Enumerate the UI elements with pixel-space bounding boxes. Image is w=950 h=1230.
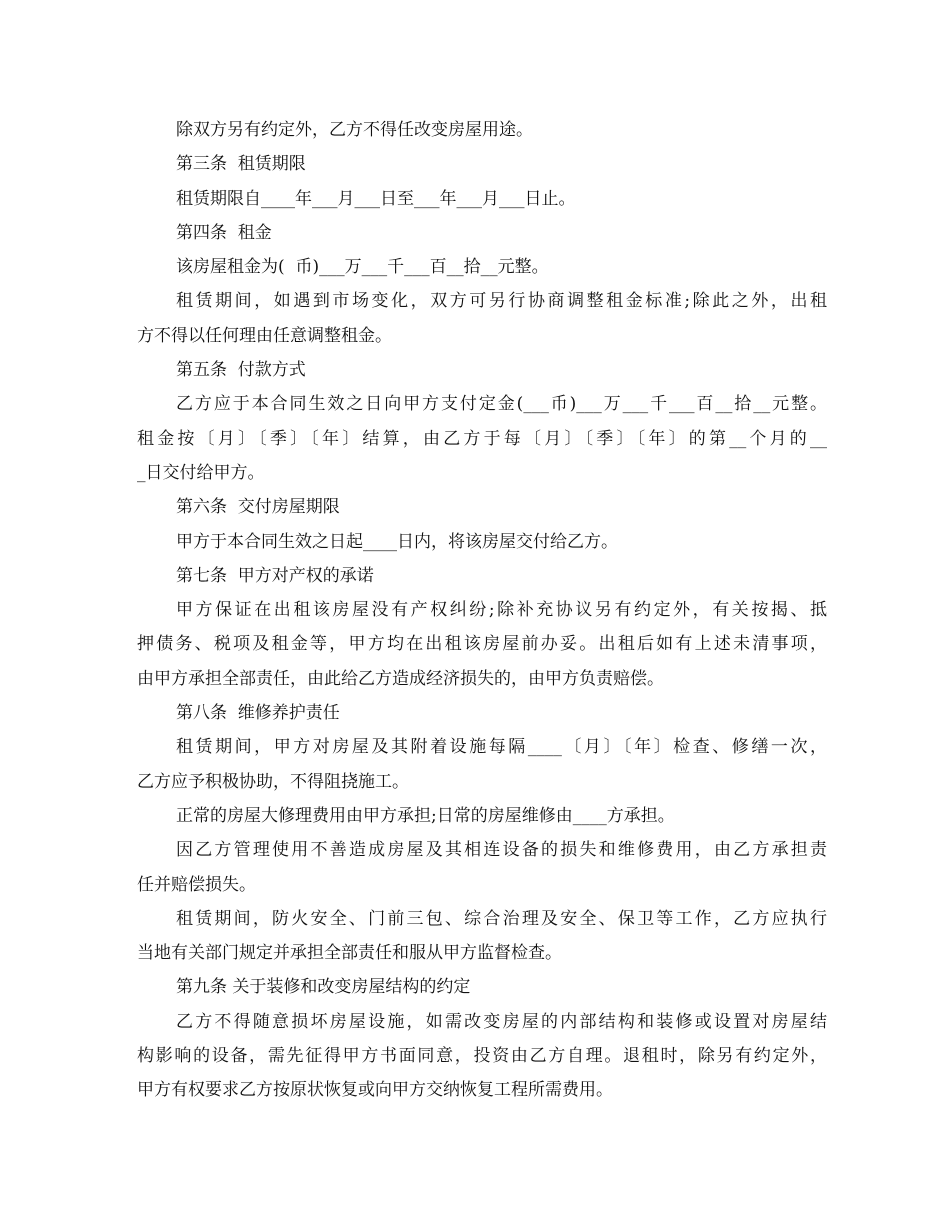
article-heading-7: 第七条 甲方对产权的承诺 xyxy=(176,565,374,586)
paragraph-line: 除双方另有约定外，乙方不得任改变房屋用途。 xyxy=(176,120,533,140)
paragraph-line: 乙方应于本合同生效之日向甲方支付定金(___币)___万___千___百__拾__元整。 xyxy=(176,394,827,415)
paragraph-line: 租金按〔月〕〔季〕〔年〕结算，由乙方于每〔月〕〔季〕〔年〕的第__个月的__ xyxy=(137,428,827,449)
article-heading-5: 第五条 付款方式 xyxy=(176,360,306,381)
paragraph-line: _日交付给甲方。 xyxy=(137,462,265,483)
paragraph-line: 由甲方承担全部责任，由此给乙方造成经济损失的，由甲方负责赔偿。 xyxy=(137,668,664,689)
paragraph-line: 甲方保证在出租该房屋没有产权纠纷;除补充协议另有约定外，有关按揭、抵 xyxy=(176,600,827,621)
paragraph-line: 甲方于本合同生效之日起____日内，将该房屋交付给乙方。 xyxy=(176,531,618,552)
paragraph-line: 任并赔偿损失。 xyxy=(137,874,256,895)
article-heading-4: 第四条 租金 xyxy=(176,222,272,243)
paragraph-line: 当地有关部门规定并承担全部责任和服从甲方监督检查。 xyxy=(137,943,562,964)
article-heading-8: 第八条 维修养护责任 xyxy=(176,703,340,724)
paragraph-line: 租赁期间，甲方对房屋及其附着设施每隔____〔月〕〔年〕检查、修缮一次， xyxy=(176,737,827,758)
paragraph-line: 构影响的设备，需先征得甲方书面同意，投资由乙方自理。退租时，除另有约定外， xyxy=(137,1046,827,1067)
paragraph-line: 正常的房屋大修理费用由甲方承担;日常的房屋维修由____方承担。 xyxy=(176,805,675,826)
paragraph-line: 乙方不得随意损坏房屋设施，如需改变房屋的内部结构和装修或设置对房屋结 xyxy=(176,1011,827,1032)
paragraph-line: 租赁期间，防火安全、门前三包、综合治理及安全、保卫等工作，乙方应执行 xyxy=(176,908,827,929)
paragraph-line: 租赁期限自____年___月___日至___年___月___日止。 xyxy=(176,188,576,209)
paragraph-line: 因乙方管理使用不善造成房屋及其相连设备的损失和维修费用，由乙方承担责 xyxy=(176,840,827,861)
paragraph-line: 方不得以任何理由任意调整租金。 xyxy=(137,325,392,346)
paragraph-line: 租赁期间，如遇到市场变化，双方可另行协商调整租金标准;除此之外，出租 xyxy=(176,291,827,312)
article-heading-9: 第九条 关于装修和改变房屋结构的约定 xyxy=(176,977,471,998)
paragraph-line: 押债务、税项及租金等，甲方均在出租该房屋前办妥。出租后如有上述未清事项， xyxy=(137,634,827,655)
contract-body xyxy=(137,113,827,1108)
article-heading-6: 第六条 交付房屋期限 xyxy=(176,497,340,518)
article-heading-3: 第三条 租赁期限 xyxy=(176,154,306,175)
paragraph-line: 乙方应予积极协助，不得阻挠施工。 xyxy=(137,771,409,792)
paragraph-line: 该房屋租金为( 币)___万___千___百__拾__元整。 xyxy=(176,257,549,278)
paragraph-line: 甲方有权要求乙方按原状恢复或向甲方交纳恢复工程所需费用。 xyxy=(137,1080,613,1101)
